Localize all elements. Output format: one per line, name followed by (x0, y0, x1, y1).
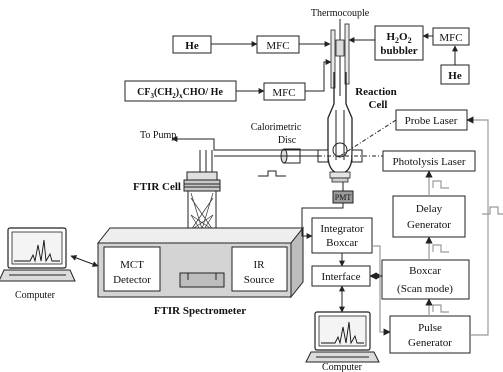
ir-source-label: IR (253, 259, 265, 271)
calorimetric-label: Calorimetric (250, 122, 302, 133)
h2o2-formula: $H_2O_2$ (386, 31, 412, 45)
probe-laser-label: Probe Laser (404, 115, 458, 127)
boxcar-label: Boxcar (409, 265, 441, 277)
computer-to-detector-line (71, 256, 98, 266)
bubbler-word: bubbler (380, 45, 418, 57)
calorimetric-label-line2: Disc (277, 135, 297, 146)
mfc-mid-to-cell-line (305, 62, 331, 91)
mfc-mid-label: MFC (272, 87, 296, 99)
he-right-label: He (448, 70, 462, 82)
square-pulse-icon-2 (433, 245, 449, 252)
ftir-cell-label: FTIR Cell (133, 181, 181, 193)
thermocouple-label: Thermocouple (310, 8, 370, 19)
integrator-label: Integrator (320, 223, 364, 235)
square-pulse-icon-4 (482, 207, 503, 214)
mfc-right-label: MFC (439, 32, 463, 44)
square-pulse-icon (433, 181, 449, 188)
delay-label-line2: Generator (407, 219, 451, 231)
boxcar-label-line2: (Scan mode) (397, 283, 453, 295)
reaction-cell (318, 24, 362, 182)
square-pulse-icon-3 (433, 305, 449, 312)
computer-left-label: Computer (15, 290, 55, 301)
to-pump-label: To Pump (140, 130, 177, 141)
delay-label: Delay (415, 203, 443, 215)
pulse-label: Pulse (418, 322, 442, 334)
interface-label: Interface (321, 271, 361, 283)
pulse-label-line2: Generator (408, 337, 452, 349)
reaction-cell-label-line2: Cell (368, 99, 388, 111)
he-left-label: He (185, 40, 199, 52)
mfc-top-label: MFC (266, 40, 290, 52)
mct-label: MCT (120, 259, 144, 271)
integrator-label-line2: Boxcar (326, 237, 358, 249)
computer-bottom-label: Computer (322, 362, 362, 372)
ir-source-label-line2: Source (243, 274, 275, 286)
mct-label-line2: Detector (113, 274, 151, 286)
pmt-label: PMT (334, 193, 352, 202)
ftir-spectrometer-label: FTIR Spectrometer (153, 305, 247, 317)
reactant-formula: $CF_3(CH_2)_xCHO/$ He (137, 87, 223, 100)
reaction-cell-label: Reaction (355, 86, 397, 98)
laptop-icon (0, 228, 75, 281)
disc-pulse-icon (258, 171, 286, 176)
laptop-icon-bottom (306, 312, 379, 362)
photolysis-laser-label: Photolysis Laser (392, 156, 466, 168)
